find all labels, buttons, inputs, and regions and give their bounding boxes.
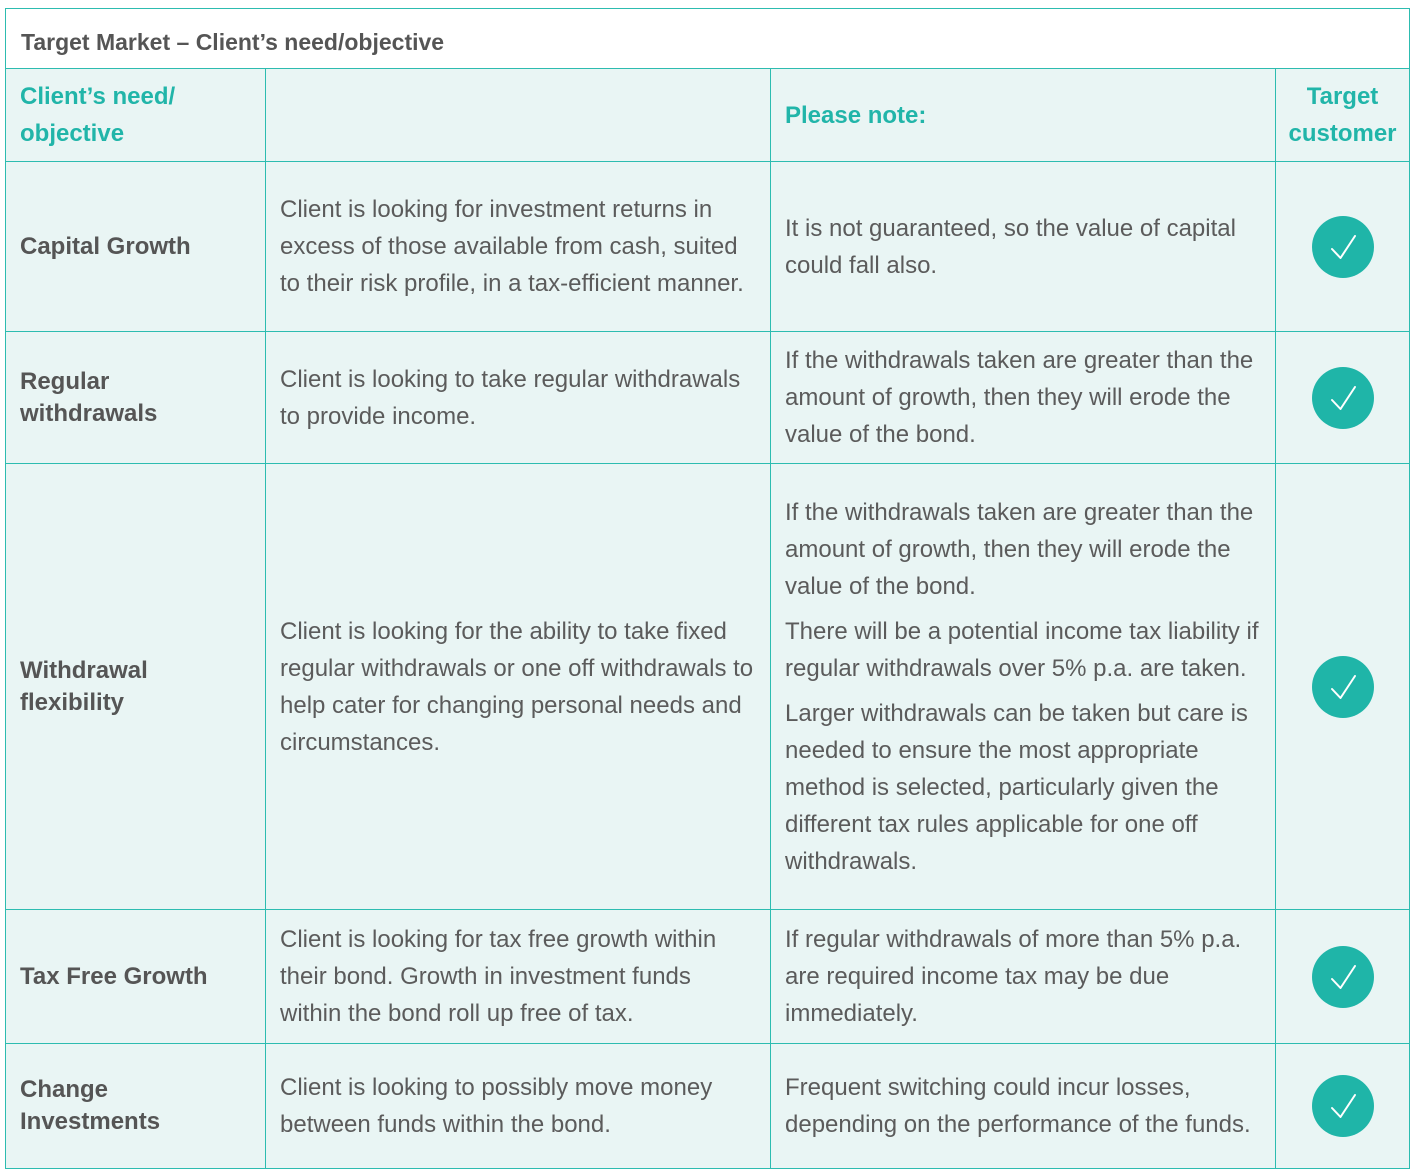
check-icon [1312,367,1374,429]
header-target-line2: customer [1288,120,1397,147]
table-row [6,464,1410,910]
row-description: Client is looking for the ability to take fixed regular withdrawals or one off withdrawals to help cater for changing personal needs and circumstances. [266,464,771,910]
header-row [6,69,1410,162]
check-icon [1312,946,1374,1008]
row-target [1276,332,1410,464]
table-row [6,162,1410,332]
row-target [1276,1044,1410,1169]
row-target [1276,464,1410,910]
target-market-table-frame [5,8,1409,1169]
row-target [1276,910,1410,1044]
row-need: Capital Growth [6,162,266,332]
note-paragraph: If the withdrawals taken are greater than the amount of growth, then they will erode the value of the bond. [785,498,1254,600]
row-need: Regular withdrawals [6,332,266,464]
note-paragraph: It is not guaranteed, so the value of capital could fall also. [785,214,1236,279]
header-need [6,69,266,162]
row-description: Client is looking for tax free growth within their bond. Growth in investment funds within the bond roll up free of tax. [266,910,771,1044]
table-body [6,162,1410,1169]
row-need: Withdrawal flexibility [6,464,266,910]
row-notes [771,332,1276,464]
row-description: Client is looking to possibly move money between funds within the bond. [266,1044,771,1169]
header-need-line2: objective [20,120,125,147]
row-notes [771,910,1276,1044]
target-market-table [5,8,1410,1169]
row-notes [771,162,1276,332]
row-notes [771,464,1276,910]
header-target-line1: Target [1306,83,1379,110]
header-note: Please note: [771,69,1276,162]
note-paragraph: If the withdrawals taken are greater than the amount of growth, then they will erode the value of the bond. [785,347,1254,448]
row-description: Client is looking to take regular withdrawals to provide income. [266,332,771,464]
note-paragraph: There will be a potential income tax liability if regular withdrawals over 5% p.a. are taken. [785,617,1259,682]
table-row [6,332,1410,464]
row-description: Client is looking for investment returns in excess of those available from cash, suited to their risk profile, in a tax-efficient manner. [266,162,771,332]
check-icon [1312,216,1374,278]
header-description [266,69,771,162]
header-need-line1: Client’s need/ [20,83,176,110]
check-icon [1312,656,1374,718]
table-title: Target Market – Client’s need/objective [6,9,1410,69]
title-row [6,9,1410,69]
table-row [6,1044,1410,1169]
check-icon [1312,1075,1374,1137]
row-need: Change Investments [6,1044,266,1169]
row-target [1276,162,1410,332]
note-paragraph: If regular withdrawals of more than 5% p.a. are required income tax may be due immediately. [785,926,1242,1027]
note-paragraph: Frequent switching could incur losses, depending on the performance of the funds. [785,1074,1251,1138]
row-need: Tax Free Growth [6,910,266,1044]
table-row [6,910,1410,1044]
row-notes [771,1044,1276,1169]
note-paragraph: Larger withdrawals can be taken but care is needed to ensure the most appropriate method is selected, particularly given the different tax rules applicable for one off withdrawals. [785,699,1248,875]
header-target [1276,69,1410,162]
